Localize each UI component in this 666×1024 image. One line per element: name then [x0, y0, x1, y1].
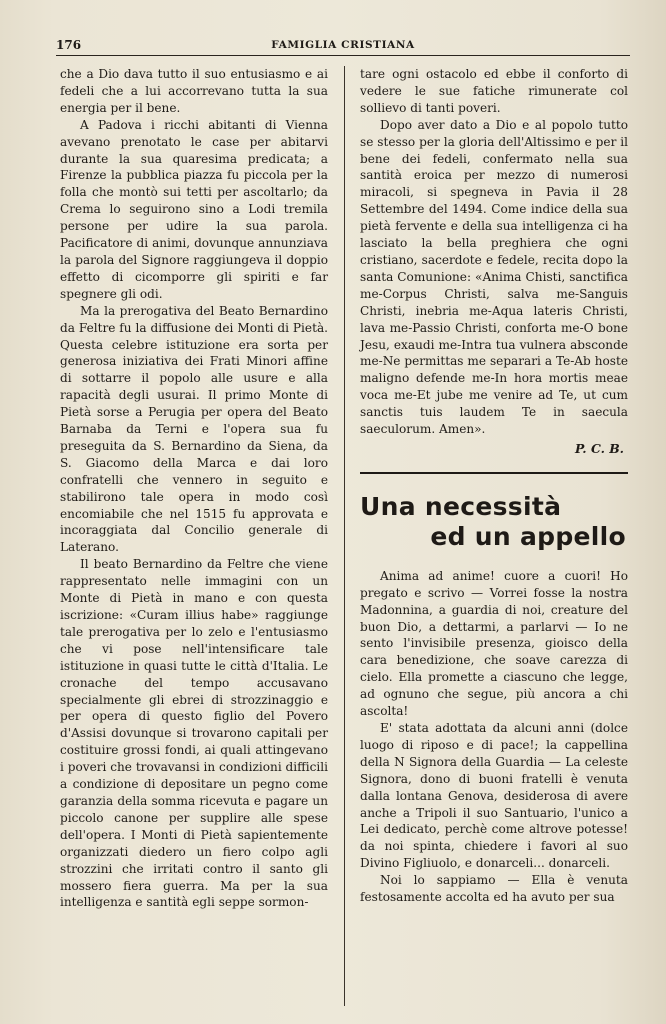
article-headline: [360, 492, 628, 552]
left-column: [60, 66, 328, 911]
headline-line-1: Una necessità: [360, 491, 562, 521]
paragraph: che a Dio dava tutto il suo entusiasmo e ai fedeli che a lui accorrevano tutta la sua energia per il bene.: [60, 67, 328, 115]
section-divider: [360, 472, 628, 474]
paragraph: Il beato Bernardino da Feltre che viene rappresentato nelle immagini con un Monte di Pietà in mano e con questa iscrizione: «Curam illius habe» raggiunge tale prerogativa per lo zelo e l'entusiasmo che vi pose nell'intensificare tale istituzione in quasi tutte le città d'Italia. Le cronache del tempo accusavano specialmente gli ebrei di strozzinaggio e per opera di questo figlio del Povero d'Assisi dovunque si trovarono capitali per costituire grossi fondi, ai quali attingevano i poveri che trovavansi in condizioni difficili a condizione di depositare un pegno come garanzia della somma ricevuta e pagare un piccolo canone per supplire alle spese dell'opera. I Monti di Pietà sapientemente organizzati diedero un fiero colpo agli strozzini che irritati contro il santo gli mossero fiera guerra. Ma per la sua intelligenza e santità egli seppe sormon-: [60, 557, 328, 910]
paragraph: Ma la prerogativa del Beato Bernardino da Feltre fu la diffusione dei Monti di Pietà. Questa celebre istituzione era sorta per generosa iniziativa dei Frati Minori affine di sottarre il popolo alle usure e alla rapacità degli usurai. Il primo Monte di Pietà sorse a Perugia per opera del Beato Barnaba da Terni e l'opera sua fu preseguita da S. Bernardino da Siena, da S. Giacomo della Marca e dai loro confratelli che vennero in seguito e stabilirono tale opera in modo così encomiabile che nel 1515 fu approvata e incoraggiata dal Concilio generale di Laterano.: [60, 303, 328, 555]
author-signature: P. C. B.: [575, 440, 624, 456]
headline-line-2: ed un appello: [430, 521, 626, 551]
page-number: 176: [56, 38, 82, 52]
column-divider: [344, 66, 345, 1006]
paragraph: Noi lo sappiamo — Ella è venuta festosamente accolta ed ha avuto per sua: [360, 873, 628, 905]
page-header: [56, 36, 630, 56]
running-title: FAMIGLIA CRISTIANA: [271, 39, 415, 51]
paragraph: A Padova i ricchi abitanti di Vienna avevano prenotato le case per abitarvi durante la sua quaresima predicata; a Firenze la pubblica piazza fu piccola per la folla che montò sui tetti per ascoltarlo; da Crema lo seguirono sino a Lodi tremila persone per udire la sua parola. Pacificatore di animi, dovunque annunziava la parola del Signore raggiungeva il doppio effetto di cicomporre gli spiriti e far spegnere gli odi.: [60, 117, 328, 301]
paragraph: Dopo aver dato a Dio e al popolo tutto se stesso per la gloria dell'Altissimo e per il bene dei fedeli, confermato nella sua santità eroica per mezzo di numerosi miracoli, si spegneva in Pavia il 28 Settembre del 1494. Come indice della sua pietà fervente e della sua intelligenza ci ha lasciato la bella preghiera che ogni cristiano, sacerdote e fedele, recita dopo la santa Comunione: «Anima Chisti, sanctifica me-Corpus Christi, salva me-Sanguis Christi, inebria me-Aqua lateris Christi, lava me-Passio Christi, conforta me-O bone Jesu, exaudi me-Intra tua vulnera absconde me-Ne permittas me separari a Te-Ab hoste maligno defende me-In hora mortis meae voca me-Et jube me venire ad Te, ut cum sanctis tuis laudem Te in saecula saeculorum. Amen».: [360, 117, 628, 437]
paragraph: tare ogni ostacolo ed ebbe il conforto di vedere le sue fatiche rimunerate col sollievo di tanti poveri.: [360, 67, 628, 115]
paragraph: Anima ad anime! cuore a cuori! Ho pregato e scrivo — Vorrei fosse la nostra Madonnina, a guardia di noi, creature del buon Dio, a dettarmi, a parlarvi — Io ne sento l'invisibile presenza, gioisco della cara benedizione, che soave carezza di cielo. Ella promette a ciascuno che legge, ad ognuno che segue, più ancora a chi ascolta!: [360, 568, 628, 719]
right-column: [360, 66, 628, 906]
paragraph: E' stata adottata da alcuni anni (dolce luogo di riposo e di pace!; la cappellina della N Signora della Guardia — La celeste Signora, dono di buoni fratelli è venuta dalla lontana Genova, desiderosa di avere anche a Tripoli il suo Santuario, l'unico a Lei dedicato, perchè come altrove potesse! da noi spinta, chiedere i favori al suo Divino Figliuolo, e donarceli... donarceli.: [360, 721, 628, 871]
header-rule: [56, 55, 630, 56]
